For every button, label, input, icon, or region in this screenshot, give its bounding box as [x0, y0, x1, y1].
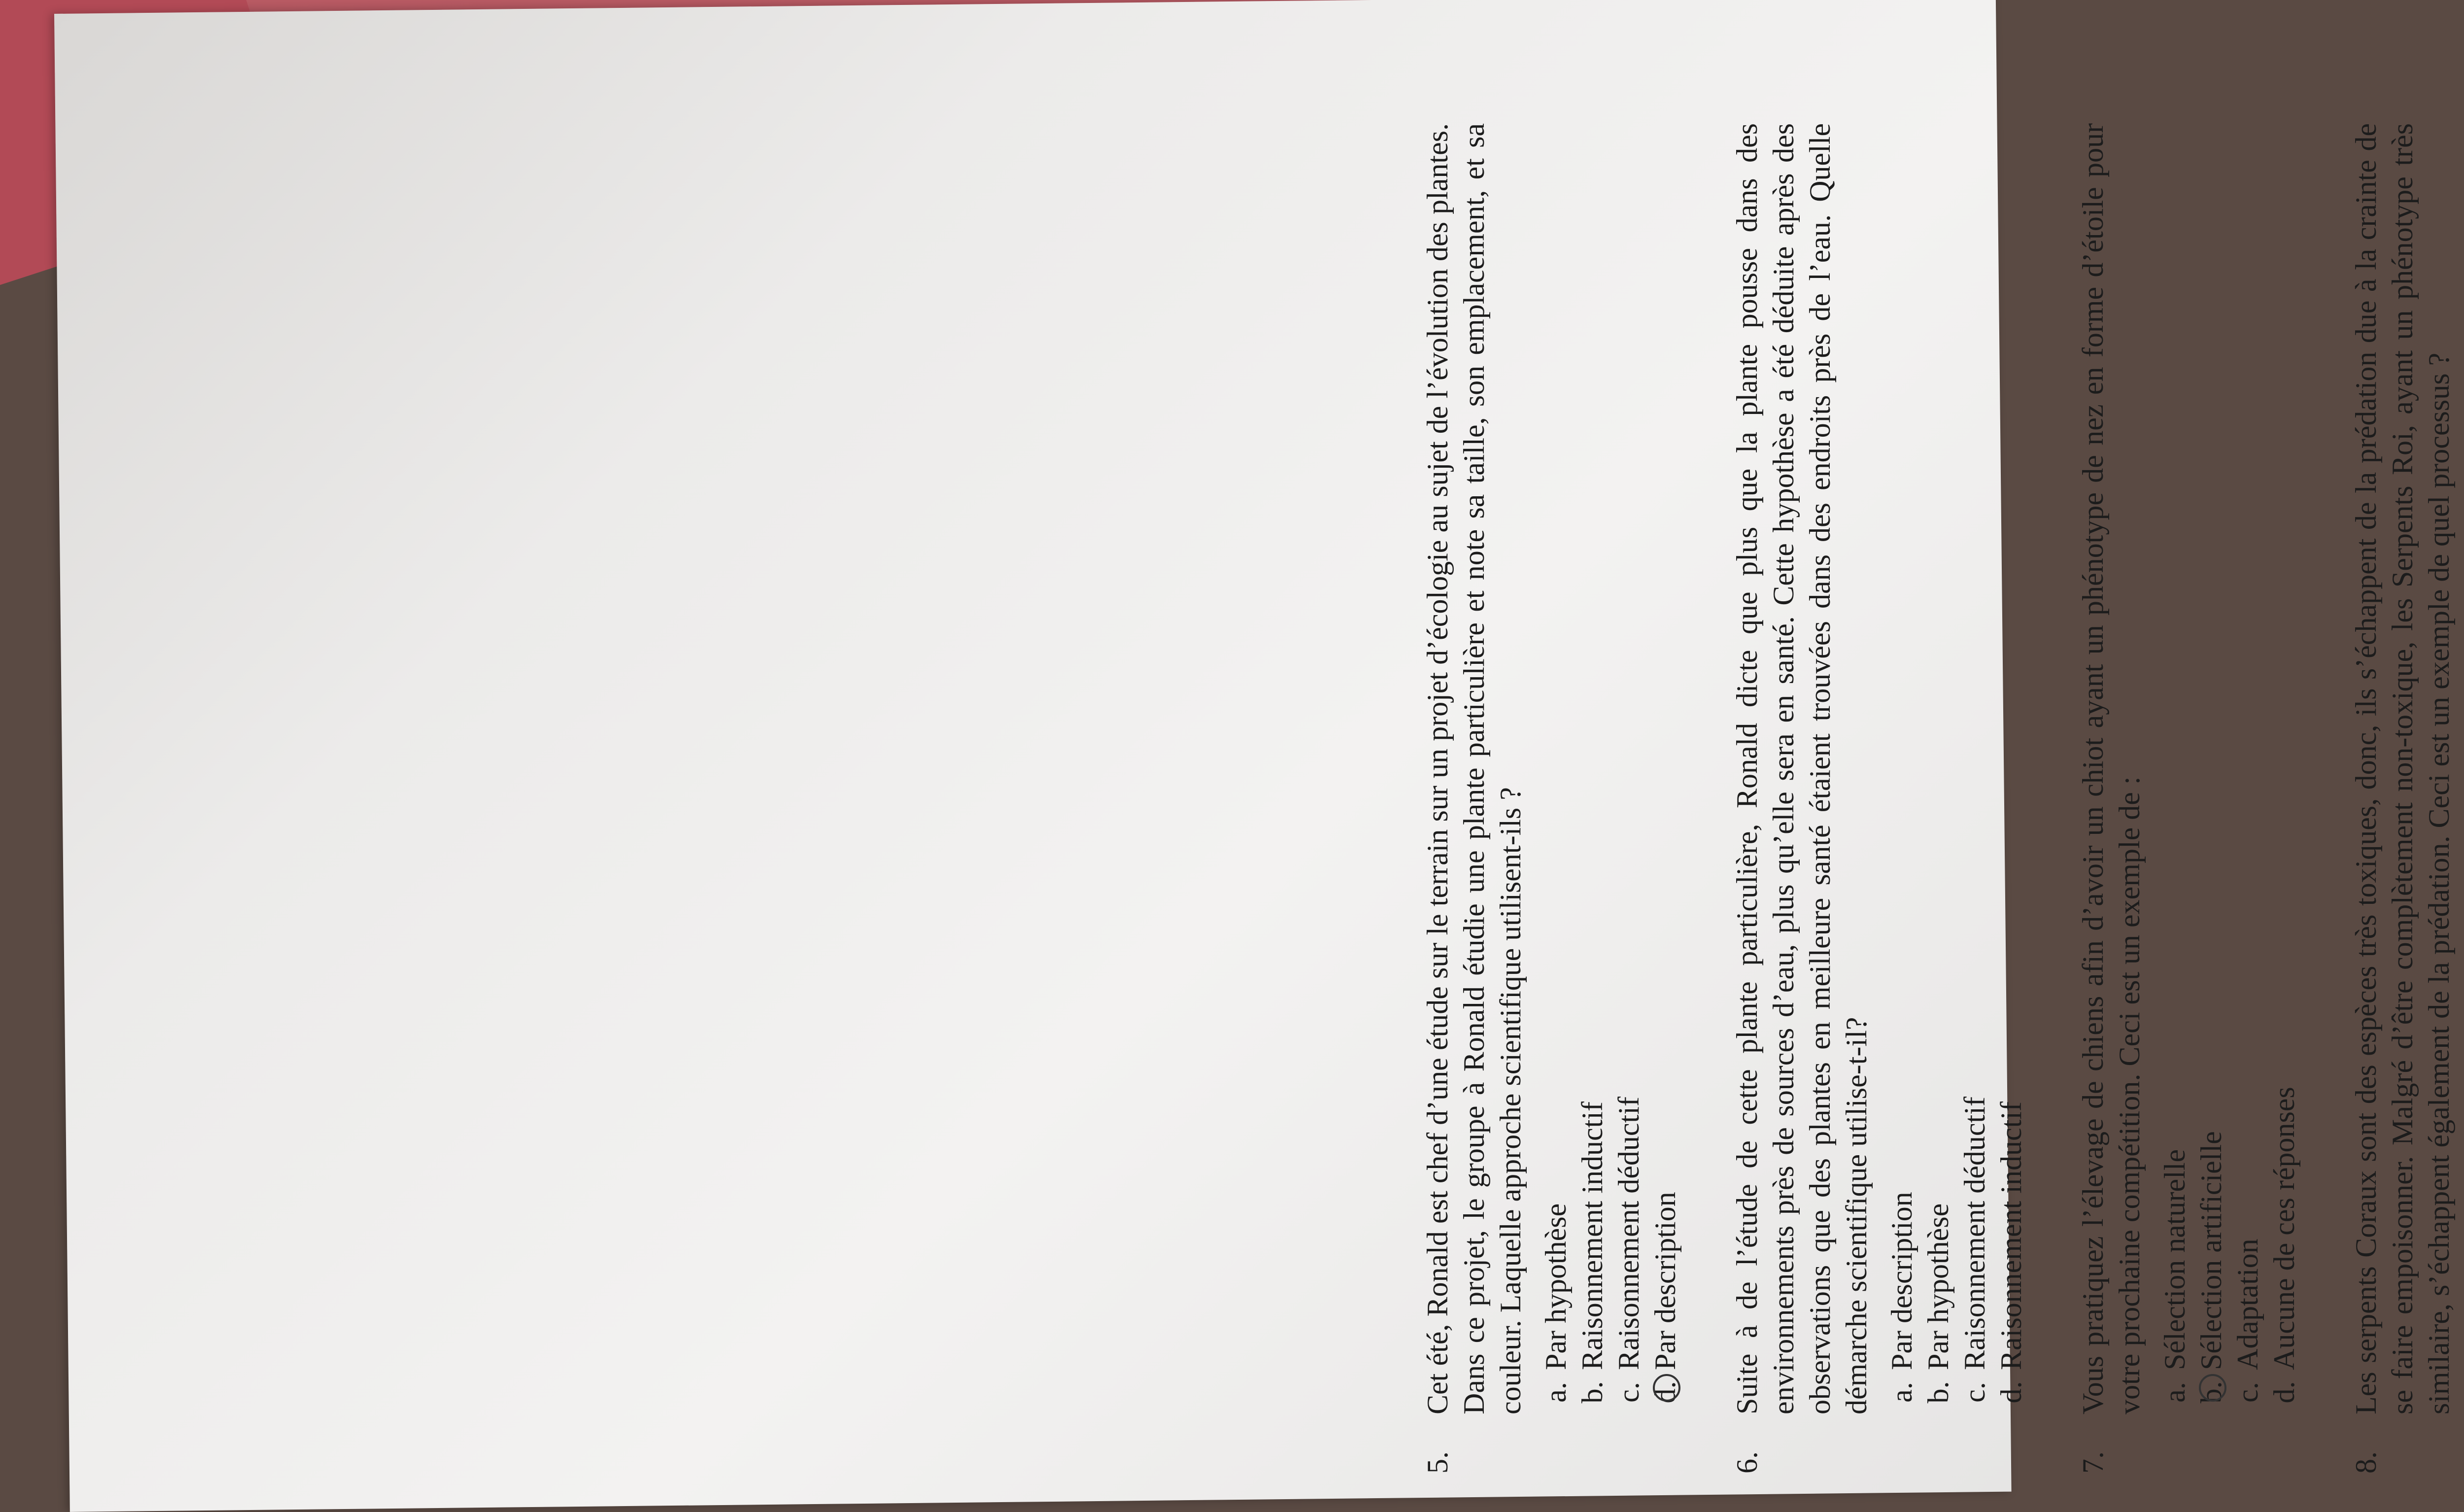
question-body [2348, 123, 2464, 1414]
answer-choice [2193, 123, 2229, 1414]
question-body [1729, 123, 2029, 1414]
answer-choice [2156, 123, 2193, 1414]
answer-choice [1574, 123, 1610, 1414]
choice-text: Aucune de ces réponses [2268, 1087, 2300, 1370]
choice-letter: d. [2268, 1381, 2300, 1404]
question-number: 6. [1731, 1451, 1763, 1474]
question-5 [1419, 123, 1683, 1474]
choice-letter: a. [1885, 1382, 1918, 1403]
choice-text: Par hypothèse [1922, 1203, 1954, 1370]
choice-letter: a. [2158, 1382, 2191, 1403]
answer-choice [1920, 123, 1956, 1414]
choice-text: Sélection naturelle [2158, 1149, 2191, 1370]
question-number: 8. [2350, 1451, 2382, 1474]
answer-choices [1883, 123, 2029, 1414]
choice-letter: d. [1995, 1381, 2027, 1404]
answer-choice [2229, 123, 2266, 1414]
question-number: 7. [2077, 1451, 2109, 1474]
question-number: 5. [1421, 1451, 1454, 1474]
choice-letter: a. [1540, 1382, 1572, 1403]
question-body [2075, 123, 2302, 1414]
worksheet-content [1419, 123, 2464, 1474]
question-6 [1729, 123, 2029, 1474]
choice-letter: c. [2231, 1382, 2264, 1403]
answer-choice [1993, 123, 2029, 1414]
question-body [1419, 123, 1683, 1414]
question-text: Suite à de l’étude de cette plante particulière, Ronald dicte que plus que la plante pousse dans des environnements près de sources d’eau, plus qu’elle sera en santé. Cette hypothèse a été déduite après des observations que des plantes en meilleure santé étaient trouvées dans des endroits près de l’eau. Quelle démarche scientifique utilise-t-il? [1731, 123, 1873, 1414]
choice-letter: c. [1958, 1382, 1991, 1403]
question-text: Vous pratiquez l’élevage de chiens afin d’avoir un chiot ayant un phénotype de nez en forme d’étoile pour votre prochaine compétition. Ceci est un exemple de : [2077, 123, 2146, 1414]
choice-text: Sélection artificielle [2195, 1131, 2227, 1370]
answer-choice [1956, 123, 1993, 1414]
choice-text: Par hypothèse [1540, 1203, 1572, 1370]
answer-choices [1538, 123, 1683, 1414]
answer-choices [2156, 123, 2302, 1414]
question-8 [2348, 123, 2464, 1474]
answer-choice [1883, 123, 1920, 1414]
choice-letter: c. [1612, 1382, 1645, 1403]
choice-text: Par description [1649, 1192, 1681, 1370]
choice-text: Adaptation [2231, 1238, 2264, 1370]
answer-choice [1610, 123, 1647, 1414]
choice-text: Raisonnement déductif [1958, 1097, 1991, 1370]
choice-letter: b. [1922, 1381, 1954, 1404]
circled-choice-letter: d. [1647, 1370, 1683, 1414]
circled-choice-letter: b. [2193, 1370, 2229, 1414]
question-text: Les serpents Coraux sont des espèces très toxiques, donc, ils s’échappent de la prédation due à la crainte de se faire empoisonner. Malgré d’être complètement non-toxique, les Serpents Roi, ayant un phénotype très similaire, s’échappent également de la prédation. Ceci est un exemple de quel processus ? [2350, 123, 2455, 1414]
choice-text: Par description [1885, 1192, 1918, 1370]
answer-choice [1538, 123, 1574, 1414]
choice-letter: b. [1576, 1381, 1608, 1404]
answer-choice [1647, 123, 1683, 1414]
choice-text: Raisonnement inductif [1576, 1101, 1608, 1370]
question-7 [2075, 123, 2302, 1474]
choice-text: Raisonnement inductif [1995, 1101, 2027, 1370]
choice-text: Raisonnement déductif [1612, 1097, 1645, 1370]
question-text: Cet été, Ronald est chef d’une étude sur le terrain sur un projet d’écologie au sujet de l’évolution des plantes. Dans ce projet, le groupe à Ronald étudie une plante particulière et note sa taille, son emplacement, et sa couleur. Laquelle approche scientifique utilisent-ils ? [1421, 123, 1527, 1414]
answer-choice [2266, 123, 2302, 1414]
